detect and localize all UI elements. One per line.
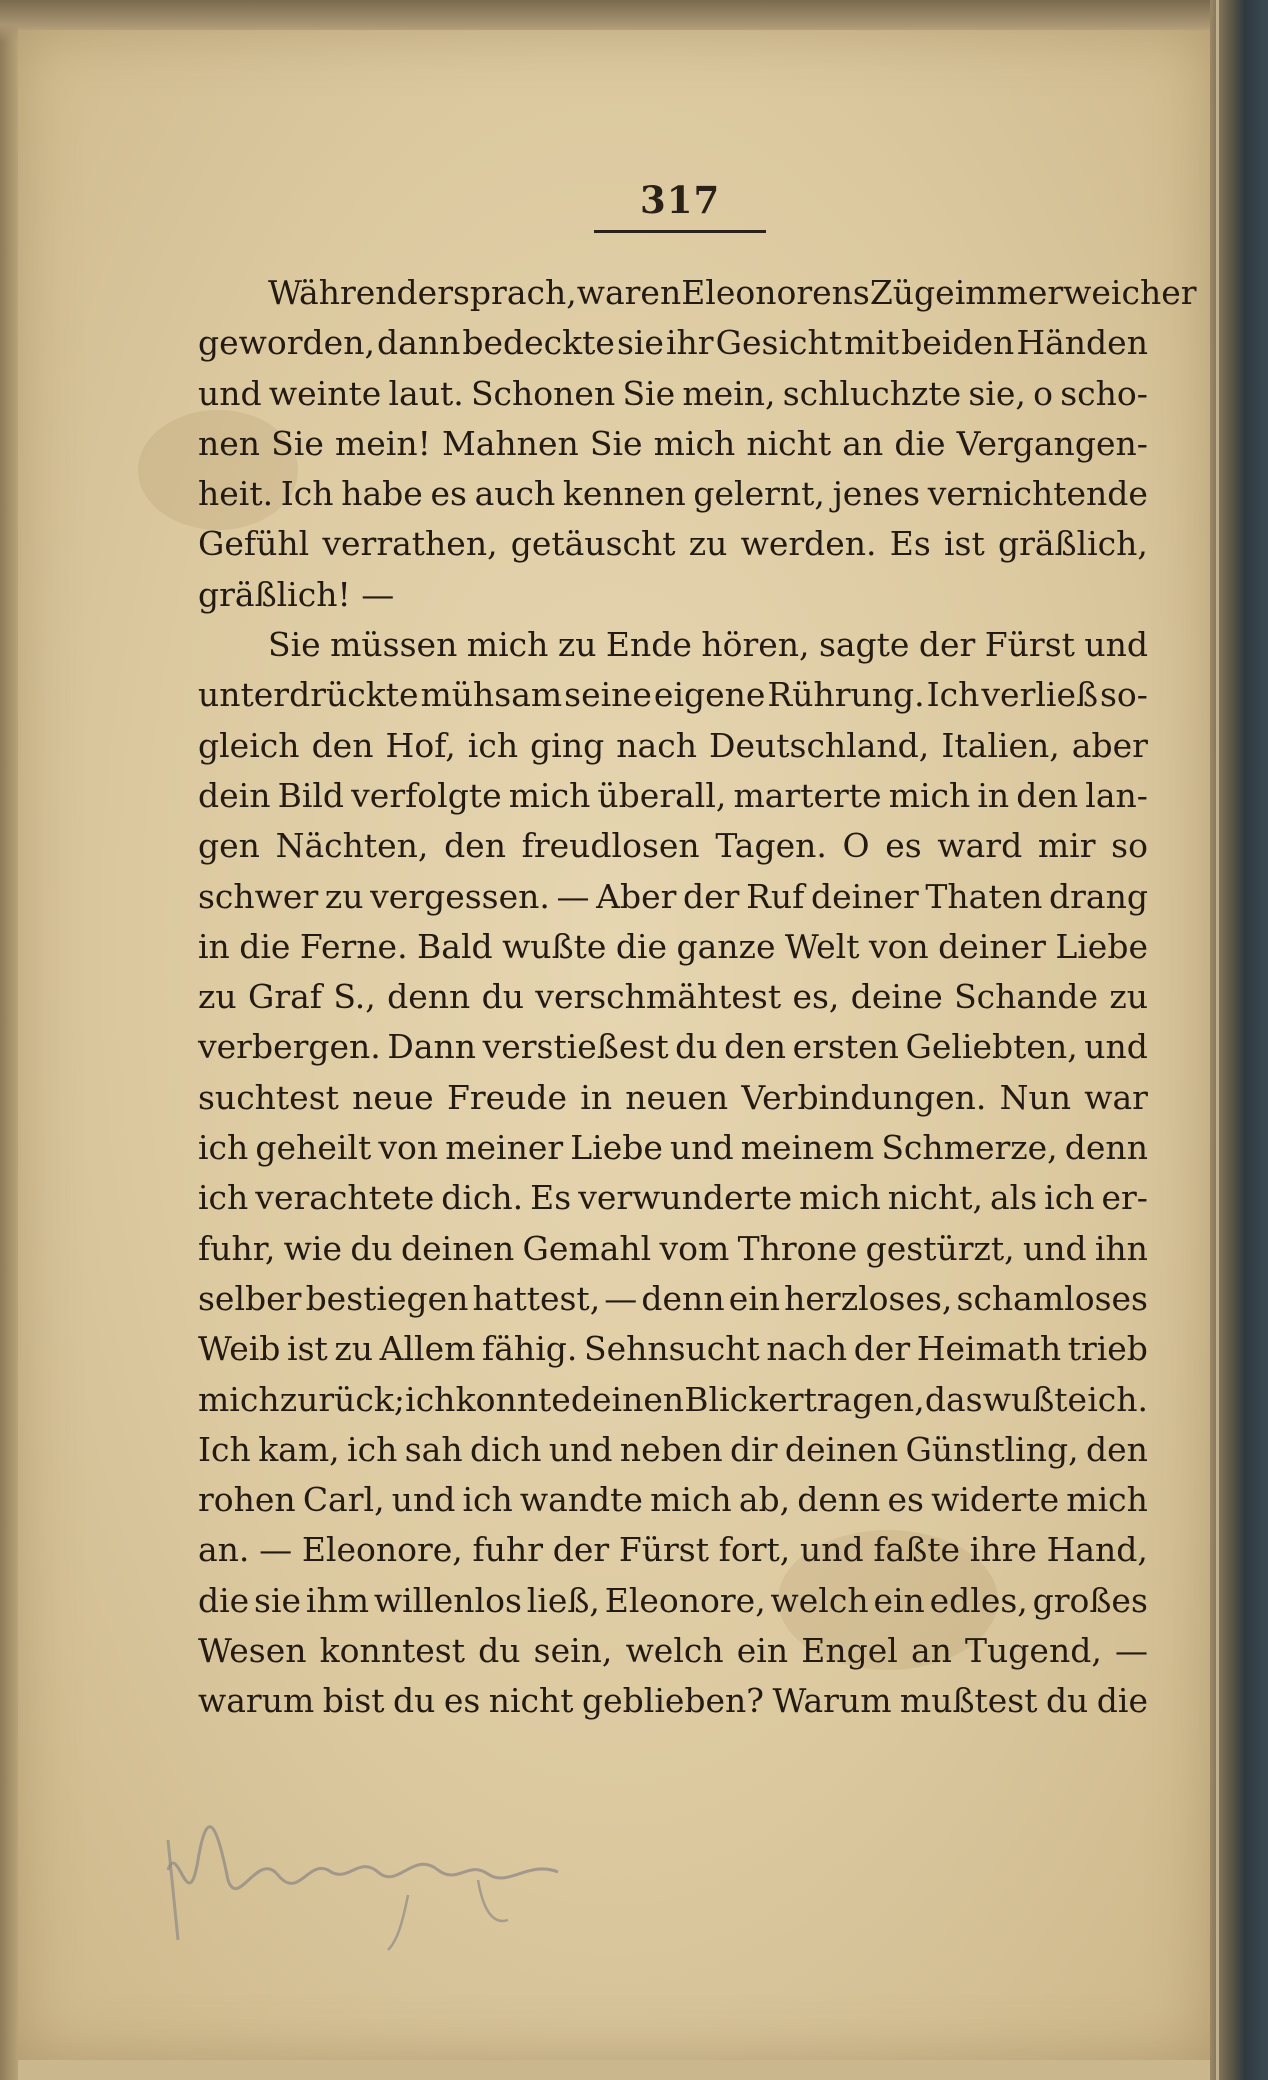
- text-line: suchtest neue Freude in neuen Verbindungen. Nun war: [198, 1077, 1148, 1117]
- text-line: in die Ferne. Bald wußte die ganze Welt von deiner Liebe: [198, 926, 1148, 966]
- text-line: Sie müssen mich zu Ende hören, sagte der Fürst und: [268, 625, 1148, 665]
- text-line: und weinte laut. Schonen Sie mein, schluchzte sie, o scho-: [198, 373, 1148, 413]
- text-line: gräßlich! —: [198, 574, 395, 614]
- text-line: unterdrückte mühsam seine eigene Rührung. Ich verließ so-: [198, 675, 1148, 715]
- text-line: dein Bild verfolgte mich überall, marterte mich in den lan-: [198, 775, 1148, 815]
- text-line: ich verachtete dich. Es verwunderte mich nicht, als ich er-: [198, 1178, 1148, 1218]
- text-line: nen Sie mein! Mahnen Sie mich nicht an die Vergangen-: [198, 423, 1148, 463]
- handwritten-signature: [148, 1800, 588, 1960]
- text-line: selber bestiegen hattest, — denn ein herzloses, schamloses: [198, 1278, 1148, 1318]
- text-line: rohen Carl, und ich wandte mich ab, denn es widerte mich: [198, 1480, 1148, 1520]
- header-rule: [594, 230, 766, 233]
- text-line: an. — Eleonore, fuhr der Fürst fort, und faßte ihre Hand,: [198, 1530, 1148, 1570]
- page-number: 317: [640, 178, 721, 222]
- text-line: gleich den Hof, ich ging nach Deutschland, Italien, aber: [198, 725, 1148, 765]
- text-line: ich geheilt von meiner Liebe und meinem Schmerze, denn: [198, 1128, 1148, 1168]
- text-line: mich zurück; ich konnte deinen Blick ertragen, das wußte ich.: [198, 1379, 1148, 1419]
- text-line: Während er sprach, waren Eleonorens Züge immer weicher: [268, 273, 1197, 312]
- text-line: gen Nächten, den freudlosen Tagen. O es ward mir so: [198, 826, 1148, 866]
- text-line: zu Graf S., denn du verschmähtest es, deine Schande zu: [198, 977, 1148, 1017]
- text-line: Wesen konntest du sein, welch ein Engel an Tugend, —: [198, 1631, 1148, 1671]
- text-line: geworden, dann bedeckte sie ihr Gesicht mit beiden Händen: [198, 323, 1148, 363]
- text-line: heit. Ich habe es auch kennen gelernt, jenes vernichtende: [198, 474, 1148, 514]
- book-cover-edge: [1210, 0, 1268, 2080]
- text-line: Weib ist zu Allem fähig. Sehnsucht nach der Heimath trieb: [198, 1329, 1148, 1369]
- book-binding-left: [0, 0, 18, 2080]
- text-line: die sie ihm willenlos ließ, Eleonore, welch ein edles, großes: [198, 1580, 1148, 1620]
- body-text: [198, 268, 1197, 1727]
- text-line: warum bist du es nicht geblieben? Warum mußtest du die: [198, 1681, 1148, 1721]
- text-line: verbergen. Dann verstießest du den ersten Geliebten, und: [198, 1027, 1148, 1067]
- text-line: Gefühl verrathen, getäuscht zu werden. Es ist gräßlich,: [198, 524, 1148, 564]
- text-line: Ich kam, ich sah dich und neben dir deinen Günstling, den: [198, 1429, 1148, 1469]
- text-line: schwer zu vergessen. — Aber der Ruf deiner Thaten drang: [198, 876, 1148, 916]
- text-line: fuhr, wie du deinen Gemahl vom Throne gestürzt, und ihn: [198, 1228, 1148, 1268]
